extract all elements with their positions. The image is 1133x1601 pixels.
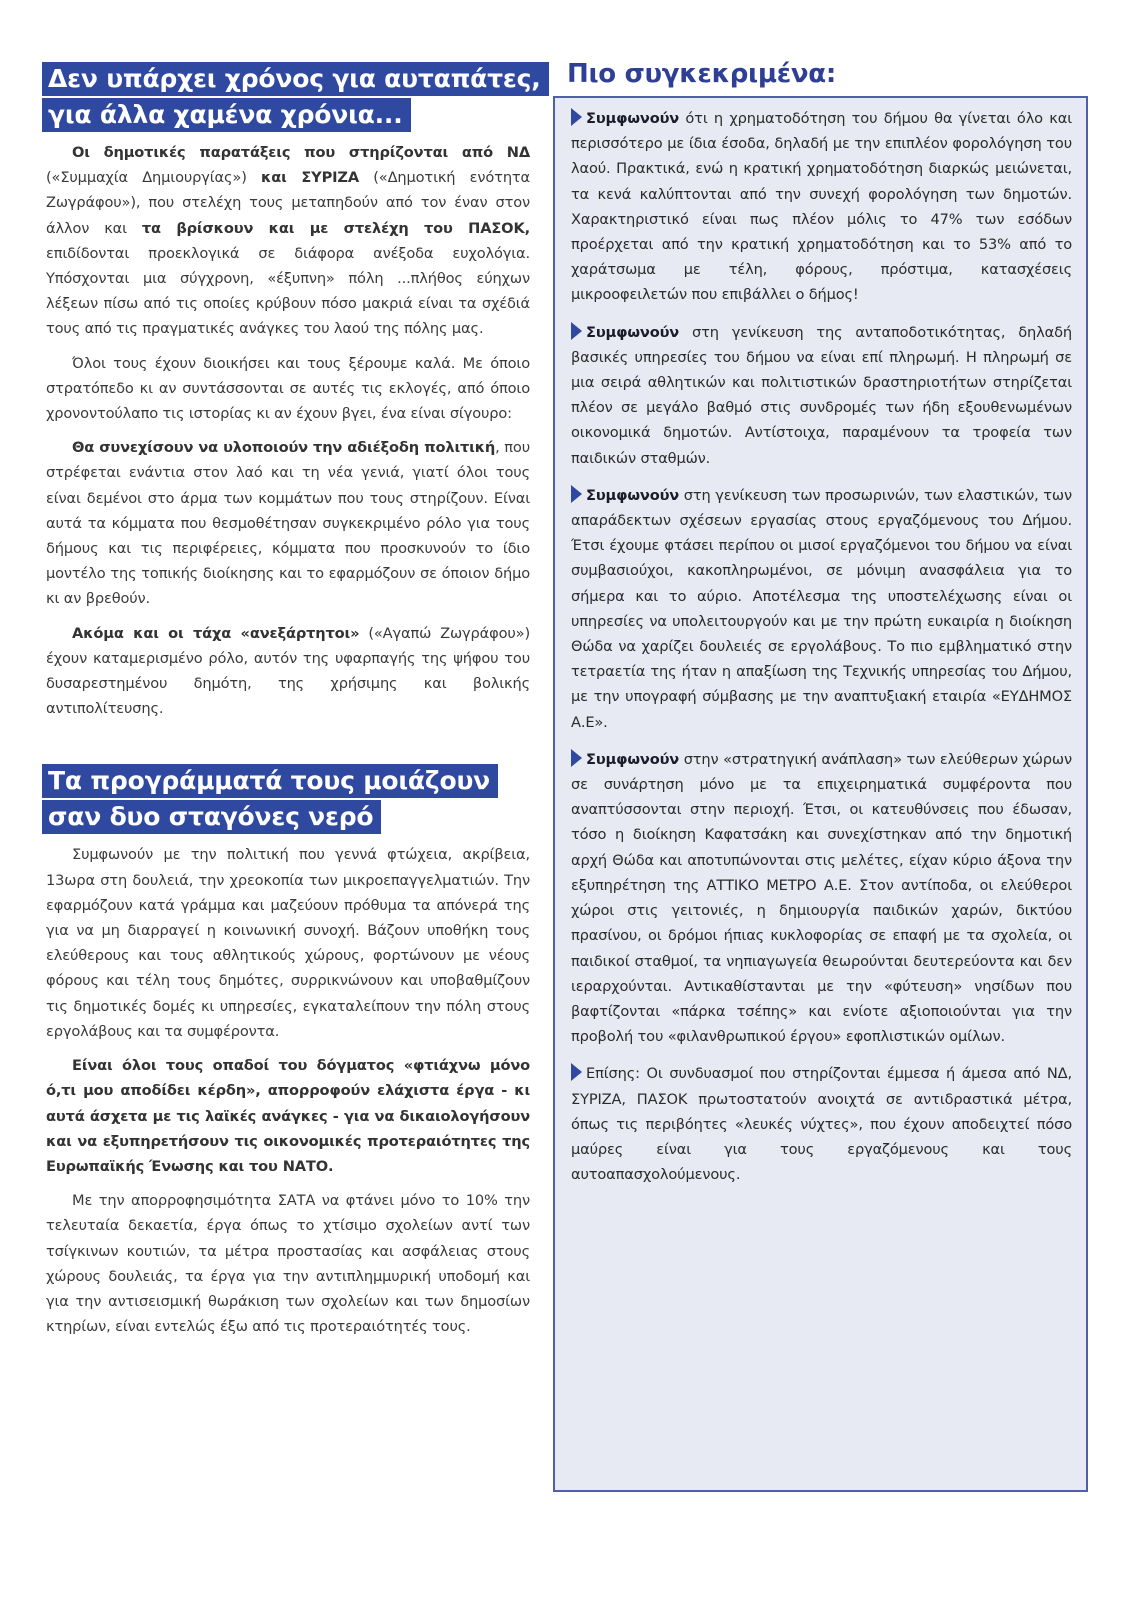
heading-line: Δεν υπάρχει χρόνος για αυταπάτες, [42, 62, 549, 96]
section-heading-illusions [42, 62, 541, 134]
list-item: Συμφωνούν στη γενίκευση των προσωρινών, των ελαστικών, των απαράδεκτων σχέσεων εργασίας στους εργαζόμενους του Δήμου. Έτσι έχουμε φτάσει περίπου οι μισοί εργαζόμενοι του δήμου να είναι συμβασιούχοι, κακοπληρωμένοι, σε μόνιμη ανασφάλεια για το σήμερα και το αύριο. Αποτέλεσμα της υποστελέχωσης είναι οι υπηρεσίες να υπολειτουργούν και με την πρώτη ευκαιρία η διοίκηση Θώδα να χαρίζει δουλειές σε εργολάβους. Το πιο εμβληματικό στην τετραετία της ήταν η απαξίωση της Τεχνικής υπηρεσίας του Δήμου, με την υπογραφή σύμβασης με την αναπτυξιακή εταιρία «ΕΥΔΗΜΟΣ Α.Ε». [571, 486, 1072, 731]
triangle-bullet-icon [571, 322, 582, 340]
left-column [46, 62, 541, 1348]
details-box [553, 96, 1088, 1492]
paragraph: Όλοι τους έχουν διοικήσει και τους ξέρουμε καλά. Με όποιο στρατόπεδο κι αν συντάσσονται σε αυτές τις εκλογές, από όποιο χρονοντούλαπο τις ιστορίας κι αν έχουν βγει, ένα είναι σίγουρο: [46, 354, 530, 423]
paragraph: Είναι όλοι τους οπαδοί του δόγματος «φτιάχνω μόνο ό,τι μου αποδίδει κέρδη», απορροφούν ελάχιστα έργα - κι αυτά άσχετα με τις λαϊκές ανάγκες - για να δικαιολογήσουν και να εξυπηρετήσουν τις οικονομικές προτεραιότητες της Ευρωπαϊκής Ένωσης και του ΝΑΤΟ. [46, 1057, 530, 1175]
triangle-bullet-icon [571, 108, 582, 126]
list-item: Συμφωνούν ότι η χρηματοδότηση του δήμου θα γίνεται όλο και περισσότερο με ίδια έσοδα, δηλαδή με την επιπλέον φορολόγηση του λαού. Πρακτικά, ενώ η κρατική χρηματοδότηση διαρκώς μειώνεται, τα κενά καλύπτονται από την συνεχή φορολόγηση των δημοτών. Χαρακτηριστικό είναι πως πλέον μόλις το 47% των εσόδων προέρχεται από την κρατική χρηματοδότηση και το 53% από το χαράτσωμα με τέλη, φόρους, πρόστιμα, κατασχέσεις μικροοφειλετών που επιβάλλει ο δήμος! [571, 110, 1072, 304]
right-title: Πιο συγκεκριμένα: [567, 59, 836, 89]
list-item: Επίσης: Οι συνδυασμοί που στηρίζονται έμμεσα ή άμεσα από ΝΔ, ΣΥΡΙΖΑ, ΠΑΣΟΚ πρωτοστατούν ανοιχτά σε αντιδραστικά μέτρα, όπως τις περιβόητες «λευκές νύχτες», που έχουν αποδειχτεί πόσο μαύρες είναι για τους εργαζόμενους και τους αυτοαπασχολούμενους. [571, 1065, 1072, 1184]
paragraph: Ακόμα και οι τάχα «ανεξάρτητοι» («Αγαπώ Ζωγράφου») έχουν καταμερισμένο ρόλο, αυτόν της υφαρπαγής της ψήφου του δυσαρεστημένου δημότη, της χρήσιμης και βολικής αντιπολίτευσης. [46, 624, 530, 718]
paragraph: Οι δημοτικές παρατάξεις που στηρίζονται από ΝΔ («Συμμαχία Δημιουργίας») και ΣΥΡΙΖΑ («Δημοτική ενότητα Ζωγράφου»), που στελέχη τους μεταπηδούν από τον έναν στον άλλον και τα βρίσκουν και με στελέχη του ΠΑΣΟΚ, επιδίδονται προεκλογικά σε διάφορα ανέξοδα ευχολόγια. Υπόσχονται μια σύγχρονη, «έξυπνη» πόλη ...πλήθος εύηχων λέξεων πίσω από τις οποίες κρύβουν πόσο μακριά είναι τα σχέδιά τους από τις πραγματικές ανάγκες του λαού της πόλης μας. [46, 144, 531, 338]
heading-line: Τα προγράμματά τους μοιάζουν [42, 764, 498, 798]
list-item: Συμφωνούν στη γενίκευση της ανταποδοτικότητας, δηλαδή βασικές υπηρεσίες του δήμου να είναι επί πληρωμή. Η πληρωμή σε μια σειρά αθλητικών και πολιτιστικών δραστηριοτήτων στηρίζεται πλέον σε μεγάλο βαθμό στις συνδρομές των ήδη εξουθενωμένων οικονομικά δημοτών. Αντίστοιχα, παραμένουν τα τροφεία των παιδικών σταθμών. [571, 323, 1072, 467]
list-item: Συμφωνούν στην «στρατηγική ανάπλαση» των ελεύθερων χώρων σε συνάρτηση μόνο με τα επιχειρηματικά συμφέροντα που αναπτύσσονται στην περιοχή. Έτσι, οι κατευθύνσεις που έδωσαν, τόσο η διοίκηση Καφατσάκη και συνεχίστηκαν από την δημοτική αρχή Θώδα και αποτυπώνονται στις μελέτες, είχαν κύριο άξονα την εξυπηρέτηση της ΑΤΤΙΚΟ ΜΕΤΡΟ Α.Ε. Στον αντίποδα, οι ελεύθεροι χώροι στις γειτονιές, η δημιουργία παιδικών χαρών, δικτύου πρασίνου, οι δρόμοι ήπιας κυκλοφορίας σε επαφή με τα σχολεία, οι παιδικοί σταθμοί, τα νηπιαγωγεία θεωρούνται δευτερεύοντα και δεν ιεραρχούνται. Αντικαθίστανται με την «φύτευση» νησίδων που βαφτίζονται «πάρκα τσέπης» και ενίοτε αξιοποιούνται για την προβολή του «φιλανθρωπικού έργου» εφοπλιστικών ομίλων. [571, 750, 1072, 1046]
paragraph: Θα συνεχίσουν να υλοποιούν την αδιέξοδη πολιτική, που στρέφεται ενάντια στον λαό και τη νέα γενιά, γιατί όλοι τους είναι δεμένοι στο άρμα των κομμάτων που τους στηρίζουν. Είναι αυτά τα κόμματα που θεσμοθέτησαν συγκεκριμένο ρόλο για τους δήμους και τις περιφέρειες, κόμματα που προσκυνούν το ίδιο μοντέλο της τοπικής διοίκησης και το εφαρμόζουν σε όποιον δήμο κι αν βρεθούν. [46, 439, 530, 608]
triangle-bullet-icon [571, 749, 582, 767]
heading-line: σαν δυο σταγόνες νερό [42, 800, 381, 834]
triangle-bullet-icon [571, 1063, 582, 1081]
section-heading-programs [42, 764, 530, 836]
paragraph: Με την απορροφησιμότητα ΣΑΤΑ να φτάνει μόνο το 10% την τελευταία δεκαετία, έργα όπως το χτίσιμο σχολείων αντί των τσίγκινων κουτιών, τα μέτρα προστασίας και ασφάλειας στους χώρους δουλειάς, τα έργα για την αντιπλημμυρική υποδομή και για την αντισεισμική θωράκιση των σχολείων και των δημοσίων κτηρίων, είναι εντελώς έξω από τις προτεραιότητές τους. [46, 1192, 530, 1336]
paragraph: Συμφωνούν με την πολιτική που γεννά φτώχεια, ακρίβεια, 13ωρα στη δουλειά, την χρεοκοπία των μικροεπαγγελματιών. Την εφαρμόζουν κατά γράμμα και μαζεύουν πρόθυμα τα απόνερά της για να μη διαρραγεί η κοινωνική συνοχή. Βάζουν υποθήκη τους ελεύθερους και τους αθλητικούς χώρους, φορτώνουν με νέους φόρους και τέλη τους δημότες, συρρικνώνουν και υποβαθμίζουν τις δημοτικές δομές κι υπηρεσίες, εγκαταλείπουν την πόλη στους εργολάβους και τα συμφέροντα. [46, 846, 530, 1040]
heading-line: για άλλα χαμένα χρόνια... [42, 98, 411, 132]
right-column [553, 58, 1088, 1492]
triangle-bullet-icon [571, 485, 582, 503]
